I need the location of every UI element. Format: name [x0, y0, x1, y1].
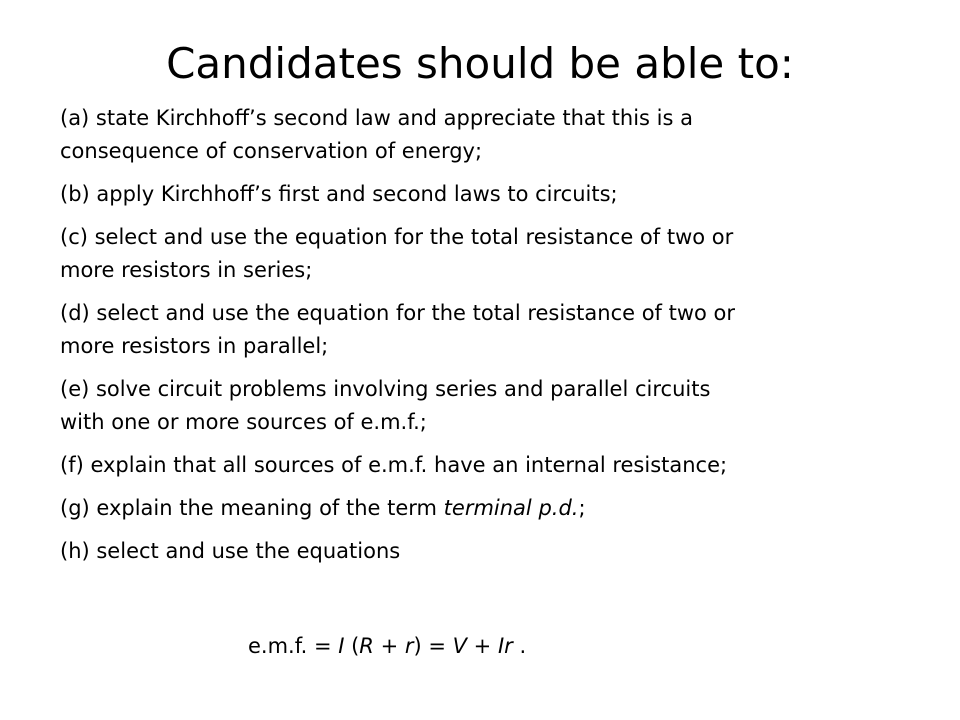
objective-c [60, 221, 910, 287]
objective-e-line1: (e) solve circuit problems involving series and parallel circuits [60, 377, 711, 401]
objective-e [60, 373, 910, 439]
eq-external-resistance-symbol: R [359, 634, 374, 658]
objective-d-line2: more resistors in parallel; [60, 334, 329, 358]
objective-h [60, 535, 910, 568]
slide-title: Candidates should be able to: [166, 39, 794, 88]
objective-c-line1: (c) select and use the equation for the total resistance of two or [60, 225, 734, 249]
eq-part-6: . [512, 634, 527, 658]
objective-f [60, 449, 910, 482]
objective-b [60, 178, 910, 211]
eq-internal-resistance-symbol: r [404, 634, 414, 658]
objective-e-line2: with one or more sources of e.m.f.; [60, 410, 427, 434]
objective-b-line1: (b) apply Kirchhoff’s first and second laws to circuits; [60, 182, 618, 206]
eq-current-symbol: I [338, 634, 345, 658]
objective-f-line1: (f) explain that all sources of e.m.f. have an internal resistance; [60, 453, 728, 477]
eq-part-3: + [373, 634, 405, 658]
eq-part-4: ) = [413, 634, 453, 658]
objective-a-line1: (a) state Kirchhoff’s second law and appreciate that this is a [60, 106, 693, 130]
objective-g [60, 492, 910, 525]
objective-a-line2: consequence of conservation of energy; [60, 139, 483, 163]
objective-g-prefix: (g) explain the meaning of the term [60, 496, 444, 520]
objective-h-line1: (h) select and use the equations [60, 539, 401, 563]
objective-d [60, 297, 910, 363]
eq-part-5: + [467, 634, 498, 658]
objective-c-line2: more resistors in series; [60, 258, 313, 282]
eq-lost-volts-term: Ir [497, 634, 513, 658]
objective-g-suffix: ; [578, 496, 586, 520]
objectives-list [60, 102, 910, 568]
objective-a [60, 102, 910, 168]
objective-d-line1: (d) select and use the equation for the total resistance of two or [60, 301, 736, 325]
eq-part-1: e.m.f. = [248, 634, 339, 658]
eq-voltage-symbol: V [452, 634, 467, 658]
objective-g-term: terminal p.d. [443, 496, 579, 520]
emf-equation [248, 630, 526, 663]
eq-part-2: ( [344, 634, 360, 658]
